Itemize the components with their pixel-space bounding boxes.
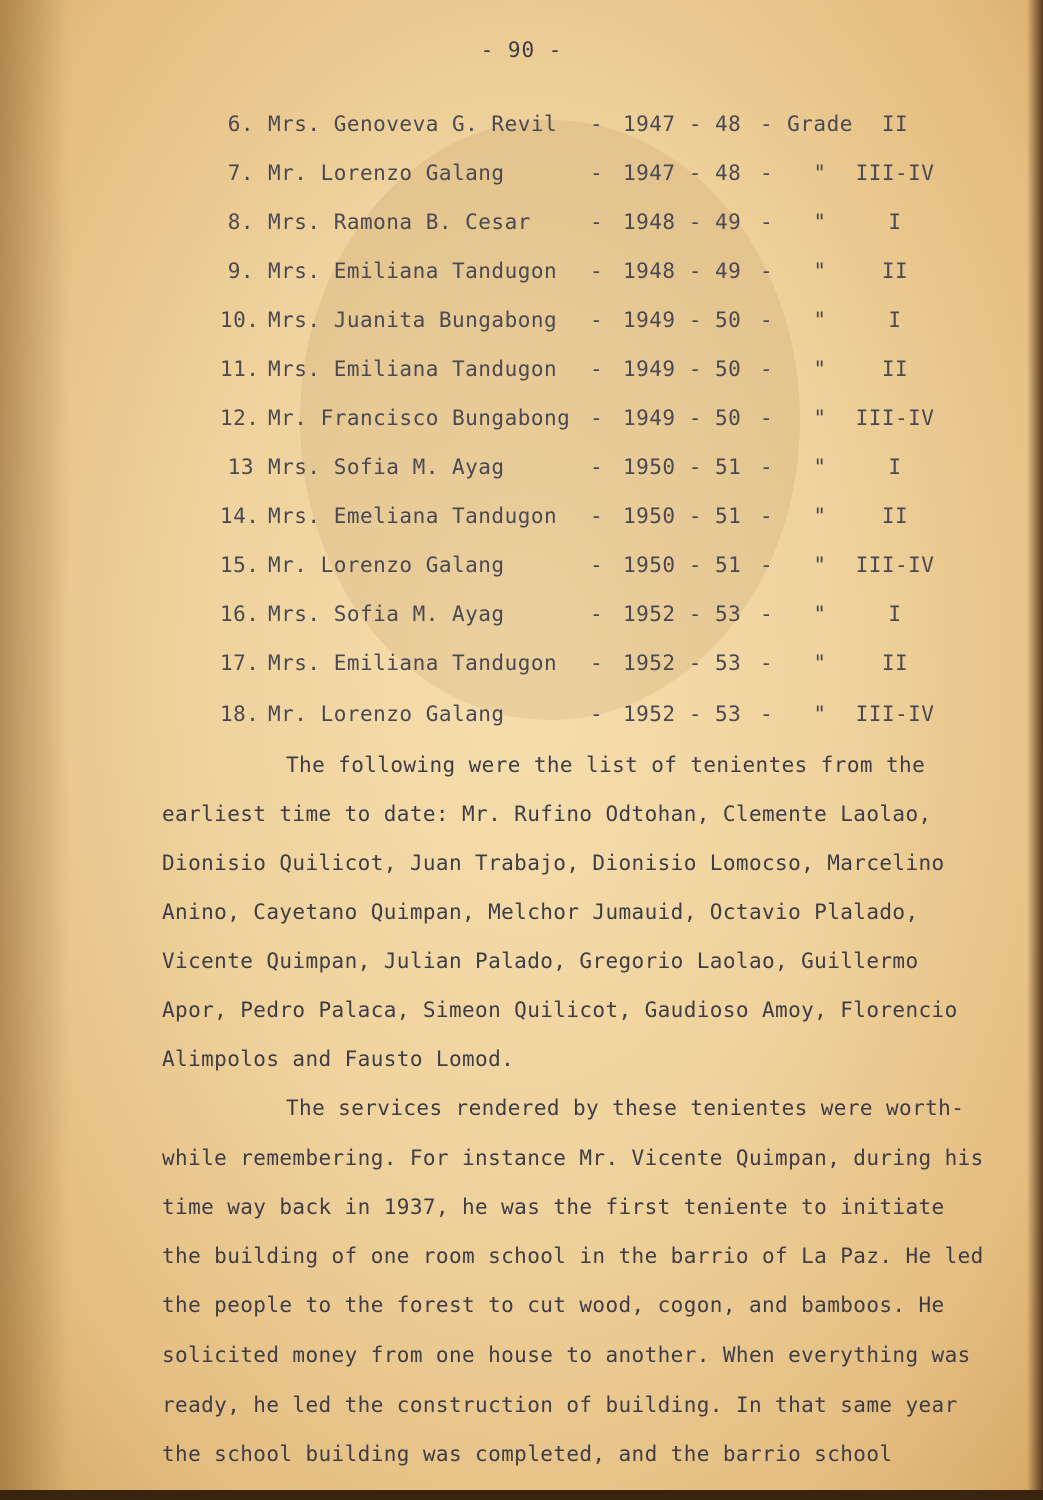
school-year: 1952 - 53 bbox=[623, 602, 742, 626]
page-number: - 90 - bbox=[480, 38, 563, 62]
row-number: 13 bbox=[227, 455, 254, 479]
ditto-mark: " bbox=[813, 161, 827, 185]
teacher-row bbox=[0, 504, 1043, 534]
paragraph-line: the people to the forest to cut wood, cogon, and bamboos. He bbox=[162, 1293, 945, 1317]
dash: - bbox=[590, 308, 604, 332]
paragraph-line: The services rendered by these tenientes were worth- bbox=[286, 1096, 965, 1120]
teacher-row bbox=[0, 651, 1043, 681]
ditto-mark: " bbox=[813, 504, 827, 528]
teacher-row bbox=[0, 702, 1043, 732]
dash: - bbox=[590, 553, 604, 577]
teacher-name: Mr. Lorenzo Galang bbox=[268, 161, 505, 185]
teacher-row bbox=[0, 357, 1043, 387]
dash: - bbox=[590, 259, 604, 283]
school-year: 1949 - 50 bbox=[623, 406, 742, 430]
dash: - bbox=[760, 259, 774, 283]
grade-level: III-IV bbox=[855, 553, 935, 577]
teacher-name: Mrs. Emeliana Tandugon bbox=[268, 504, 558, 528]
ditto-mark: " bbox=[813, 210, 827, 234]
paragraph-line: Anino, Cayetano Quimpan, Melchor Jumauid, Octavio Plalado, bbox=[162, 900, 919, 924]
school-year: 1950 - 51 bbox=[623, 455, 742, 479]
grade-level: I bbox=[888, 602, 902, 626]
row-number: 6. bbox=[227, 112, 254, 136]
dash: - bbox=[760, 210, 774, 234]
dash: - bbox=[590, 161, 604, 185]
teacher-name: Mrs. Emiliana Tandugon bbox=[268, 651, 558, 675]
teacher-row bbox=[0, 259, 1043, 289]
grade-level: I bbox=[888, 455, 902, 479]
paragraph-line: Alimpolos and Fausto Lomod. bbox=[162, 1047, 515, 1071]
grade-level: II bbox=[881, 357, 909, 381]
dash: - bbox=[760, 455, 774, 479]
teacher-row bbox=[0, 553, 1043, 583]
school-year: 1950 - 51 bbox=[623, 553, 742, 577]
paragraph-line: Vicente Quimpan, Julian Palado, Gregorio Laolao, Guillermo bbox=[162, 949, 919, 973]
dash: - bbox=[590, 210, 604, 234]
teacher-name: Mr. Francisco Bungabong bbox=[268, 406, 571, 430]
paragraph-line: Dionisio Quilicot, Juan Trabajo, Dionisio Lomocso, Marcelino bbox=[162, 851, 945, 875]
school-year: 1949 - 50 bbox=[623, 357, 742, 381]
row-number: 15. bbox=[220, 553, 260, 577]
dash: - bbox=[590, 602, 604, 626]
row-number: 16. bbox=[220, 602, 260, 626]
teacher-row bbox=[0, 455, 1043, 485]
teacher-row bbox=[0, 406, 1043, 436]
dash: - bbox=[590, 702, 604, 726]
row-number: 8. bbox=[227, 210, 254, 234]
ditto-mark: " bbox=[813, 553, 827, 577]
grade-level: II bbox=[881, 112, 909, 136]
teacher-name: Mrs. Ramona B. Cesar bbox=[268, 210, 531, 234]
page-bottom-edge bbox=[0, 1490, 1043, 1500]
dash: - bbox=[590, 406, 604, 430]
ditto-mark: " bbox=[813, 406, 827, 430]
row-number: 18. bbox=[220, 702, 260, 726]
row-number: 11. bbox=[220, 357, 260, 381]
dash: - bbox=[760, 702, 774, 726]
row-number: 7. bbox=[227, 161, 254, 185]
teacher-name: Mrs. Genoveva G. Revil bbox=[268, 112, 558, 136]
grade-level: II bbox=[881, 504, 909, 528]
teacher-row bbox=[0, 210, 1043, 240]
dash: - bbox=[590, 651, 604, 675]
paragraph-line: The following were the list of tenientes from the bbox=[286, 753, 926, 777]
teacher-name: Mrs. Emiliana Tandugon bbox=[268, 259, 558, 283]
ditto-mark: " bbox=[813, 602, 827, 626]
row-number: 10. bbox=[220, 308, 260, 332]
teacher-name: Mrs. Sofia M. Ayag bbox=[268, 455, 505, 479]
school-year: 1947 - 48 bbox=[623, 161, 742, 185]
teacher-name: Mrs. Juanita Bungabong bbox=[268, 308, 558, 332]
ditto-mark: " bbox=[813, 259, 827, 283]
grade-level: III-IV bbox=[855, 406, 935, 430]
dash: - bbox=[590, 504, 604, 528]
ditto-mark: " bbox=[813, 308, 827, 332]
teacher-name: Mr. Lorenzo Galang bbox=[268, 553, 505, 577]
school-year: 1950 - 51 bbox=[623, 504, 742, 528]
grade-level: II bbox=[881, 651, 909, 675]
school-year: 1952 - 53 bbox=[623, 702, 742, 726]
teacher-name: Mrs. Emiliana Tandugon bbox=[268, 357, 558, 381]
teacher-name: Mrs. Sofia M. Ayag bbox=[268, 602, 505, 626]
teacher-row bbox=[0, 602, 1043, 632]
ditto-mark: " bbox=[813, 702, 827, 726]
paragraph-line: solicited money from one house to another. When everything was bbox=[162, 1343, 971, 1367]
grade-label: Grade bbox=[787, 112, 853, 136]
paragraph-line: earliest time to date: Mr. Rufino Odtohan, Clemente Laolao, bbox=[162, 802, 932, 826]
grade-level: II bbox=[881, 259, 909, 283]
paragraph-line: the school building was completed, and the barrio school bbox=[162, 1442, 893, 1466]
teacher-row bbox=[0, 161, 1043, 191]
dash: - bbox=[760, 406, 774, 430]
dash: - bbox=[760, 112, 774, 136]
ditto-mark: " bbox=[813, 455, 827, 479]
paragraph-line: time way back in 1937, he was the first teniente to initiate bbox=[162, 1195, 945, 1219]
teacher-row bbox=[0, 112, 1043, 142]
teacher-row bbox=[0, 308, 1043, 338]
paragraph-line: Apor, Pedro Palaca, Simeon Quilicot, Gaudioso Amoy, Florencio bbox=[162, 998, 958, 1022]
grade-level: III-IV bbox=[855, 161, 935, 185]
dash: - bbox=[590, 112, 604, 136]
dash: - bbox=[760, 504, 774, 528]
school-year: 1948 - 49 bbox=[623, 259, 742, 283]
teacher-name: Mr. Lorenzo Galang bbox=[268, 702, 505, 726]
dash: - bbox=[590, 455, 604, 479]
ditto-mark: " bbox=[813, 357, 827, 381]
school-year: 1949 - 50 bbox=[623, 308, 742, 332]
grade-level: III-IV bbox=[855, 702, 935, 726]
row-number: 12. bbox=[220, 406, 260, 430]
dash: - bbox=[760, 161, 774, 185]
dash: - bbox=[760, 357, 774, 381]
row-number: 9. bbox=[227, 259, 254, 283]
dash: - bbox=[590, 357, 604, 381]
school-year: 1947 - 48 bbox=[623, 112, 742, 136]
dash: - bbox=[760, 553, 774, 577]
school-year: 1952 - 53 bbox=[623, 651, 742, 675]
grade-level: I bbox=[888, 210, 902, 234]
dash: - bbox=[760, 308, 774, 332]
row-number: 17. bbox=[220, 651, 260, 675]
grade-level: I bbox=[888, 308, 902, 332]
dash: - bbox=[760, 602, 774, 626]
school-year: 1948 - 49 bbox=[623, 210, 742, 234]
ditto-mark: " bbox=[813, 651, 827, 675]
paragraph-line: while remembering. For instance Mr. Vicente Quimpan, during his bbox=[162, 1146, 984, 1170]
paragraph-line: the building of one room school in the barrio of La Paz. He led bbox=[162, 1244, 984, 1268]
row-number: 14. bbox=[220, 504, 260, 528]
paragraph-line: ready, he led the construction of building. In that same year bbox=[162, 1393, 958, 1417]
dash: - bbox=[760, 651, 774, 675]
